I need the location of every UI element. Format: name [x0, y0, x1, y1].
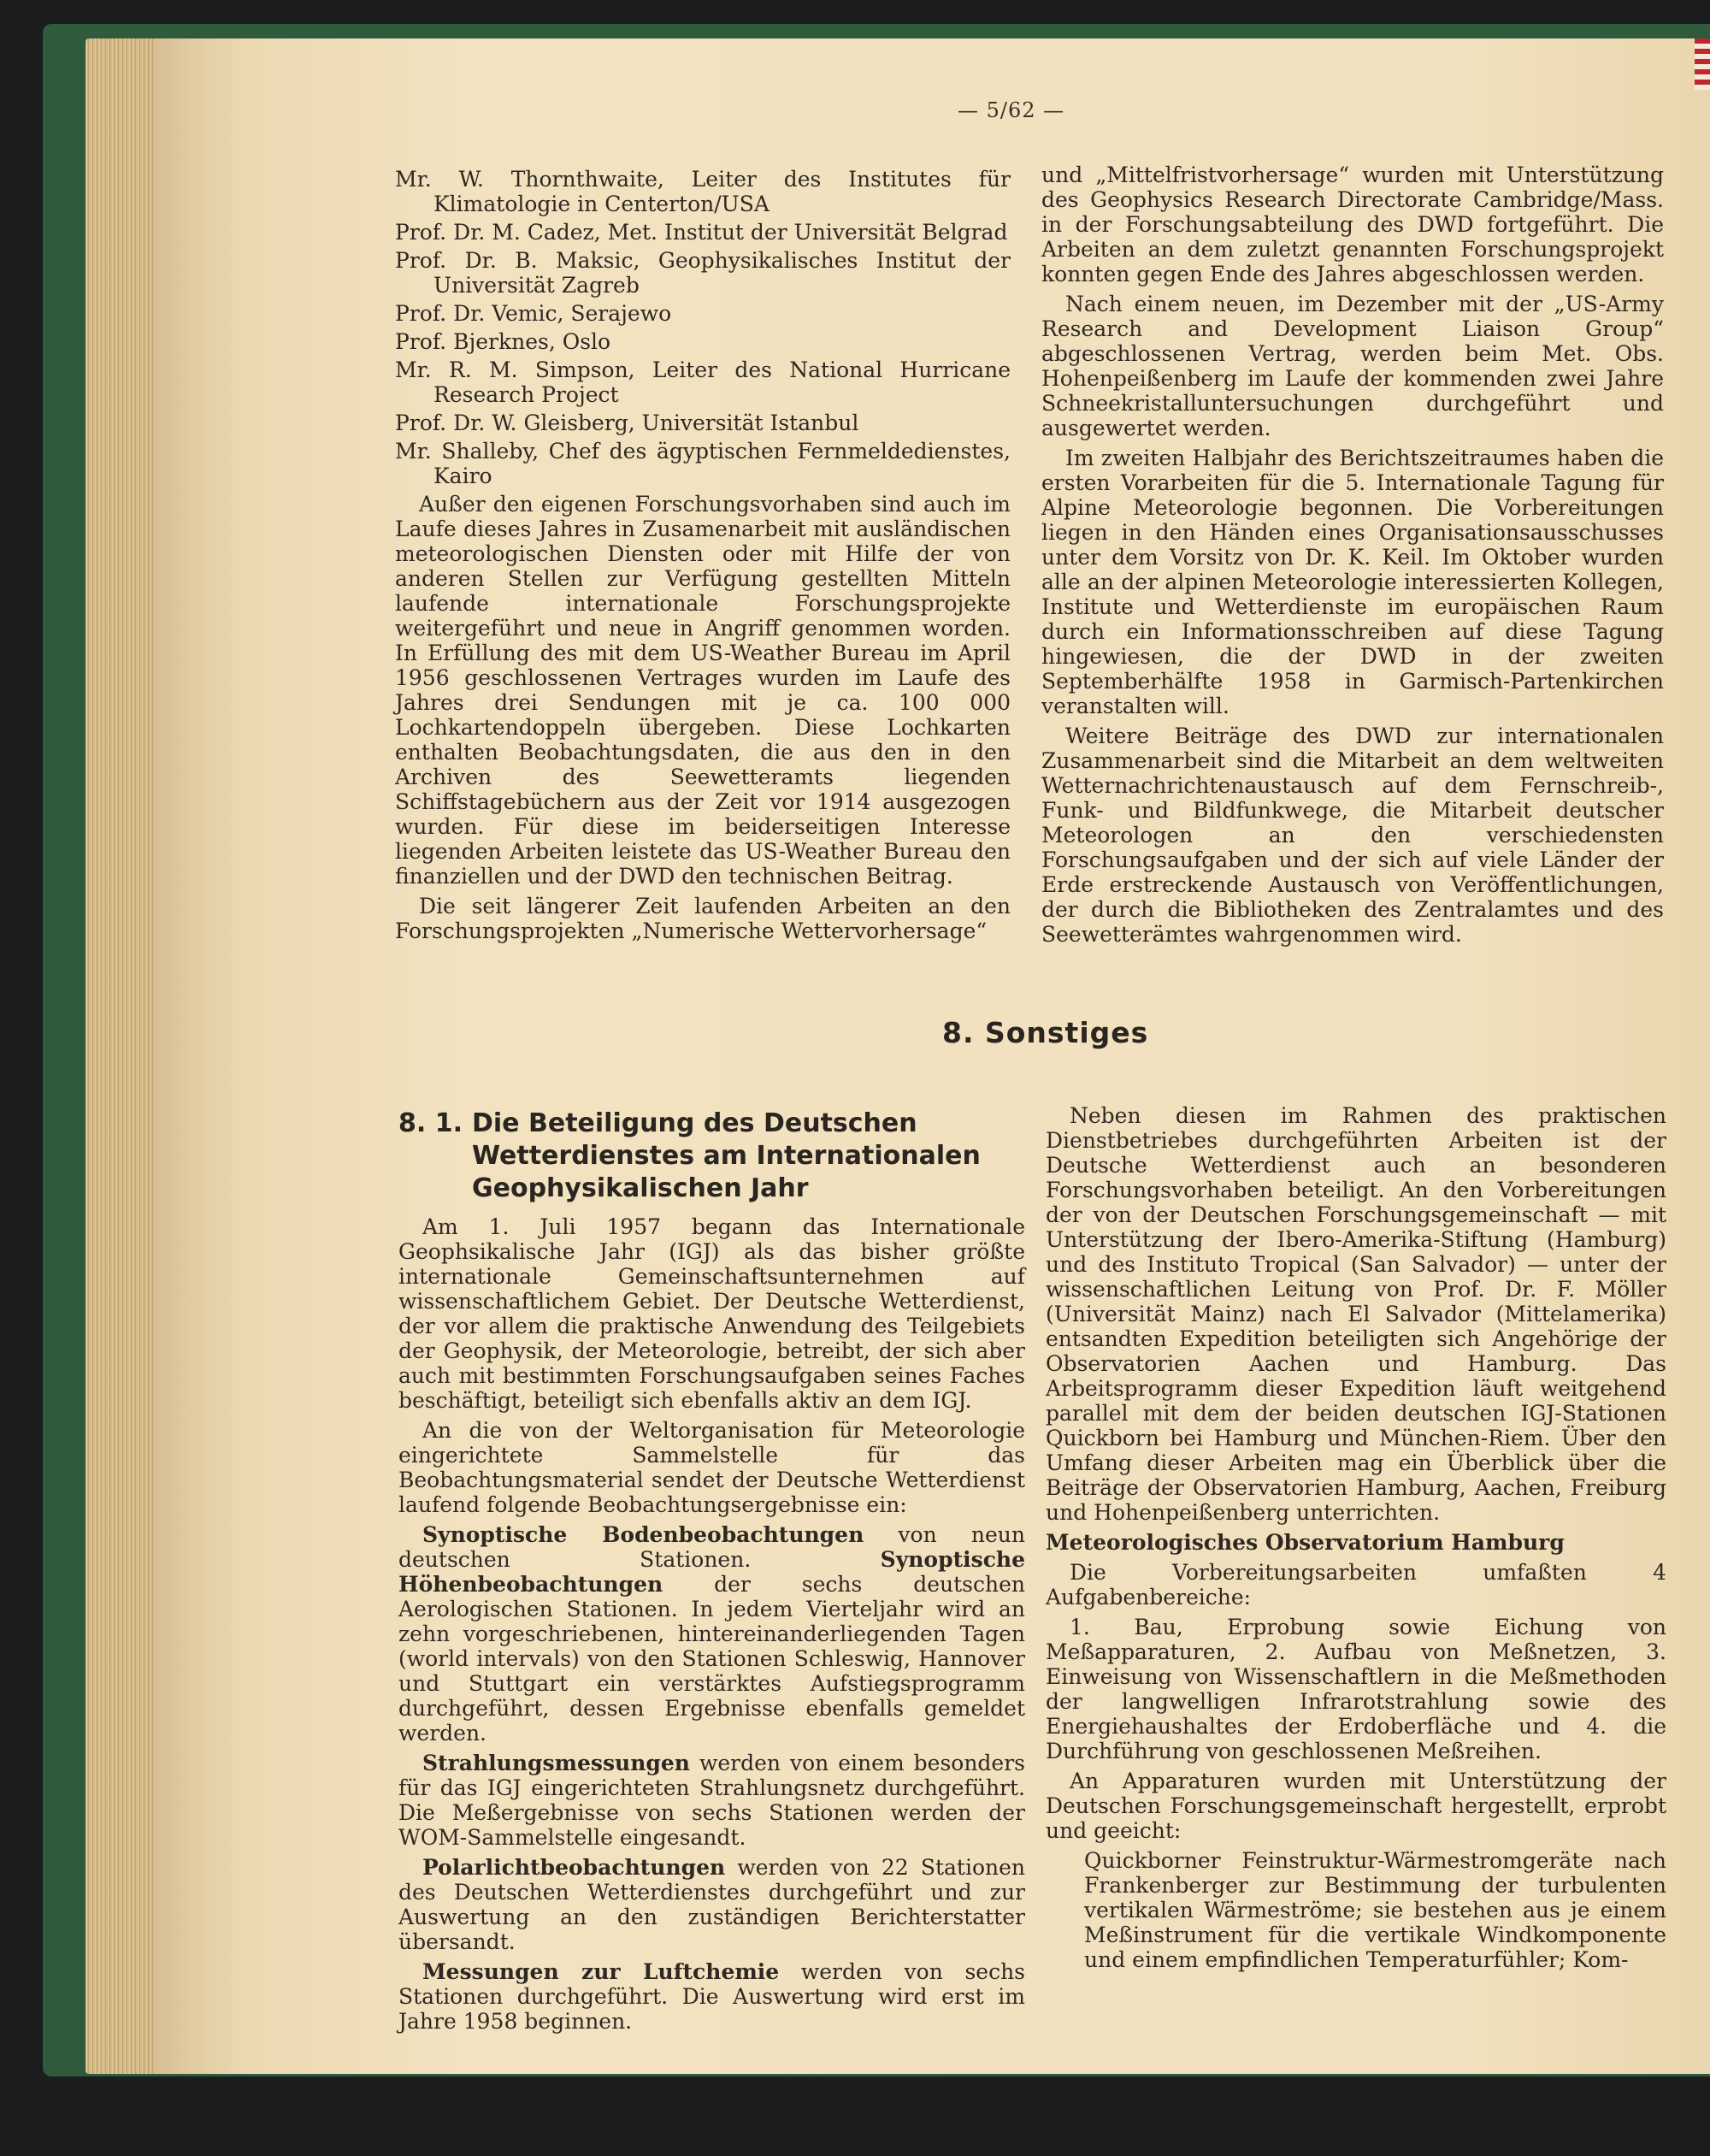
- paragraph: An Apparaturen wurden mit Unterstützung der Deutschen Forschungsgemeinschaft hergestellt, erprobt und geeicht:: [1046, 1769, 1666, 1843]
- list-item: Mr. Shalleby, Chef des ägyptischen Fernmeldedienstes, Kairo: [395, 439, 1011, 488]
- page-number: — 5/62 —: [958, 98, 1065, 122]
- paragraph: Nach einem neuen, im Dezember mit der „US-Army Research and Development Liaison Group“ abgeschlossenen Vertrag, werden beim Met. Obs. Hohenpeißenberg im Laufe der kommenden zwei Jahre Schneekristalluntersuchungen durchgeführt und ausgewertet werden.: [1041, 292, 1664, 440]
- run-in-heading: Strahlungsmessungen: [422, 1751, 690, 1775]
- subsection-title: Die Beteiligung des Deutschen Wetterdienstes am Internationalen Geophysikalischen Jahr: [472, 1108, 981, 1203]
- subsection-number: 8. 1.: [398, 1108, 463, 1138]
- paragraph: 1. Bau, Erprobung sowie Eichung von Meßapparaturen, 2. Aufbau von Meßnetzen, 3. Einweisung von Wissenschaftlern in die Meßmethoden der langwelligen Infrarotstrahlung sowie des Energiehaushaltes der Erdoberfläche und 4. die Durchführung von geschlossenen Meßreihen.: [1046, 1615, 1666, 1763]
- run-in-heading: Synoptische Bodenbeobachtungen: [422, 1522, 864, 1547]
- paragraph: und „Mittelfristvorhersage“ wurden mit Unterstützung des Geophysics Research Directorate Cambridge/Mass. in der Forschungsabteilung des DWD fortgeführt. Die Arbeiten an dem zuletzt genannten Forschungsprojekt konnten gegen Ende des Jahres abgeschlossen werden.: [1041, 162, 1664, 286]
- paragraph-text: werden von sechs Stationen durchgeführt. Die Auswertung wird erst im Jahre 1958 beginnen.: [398, 1959, 1026, 2034]
- paragraph: [398, 1959, 1025, 2034]
- run-in-heading: Messungen zur Luftchemie: [422, 1959, 780, 1984]
- observatory-heading: Meteorologisches Observatorium Hamburg: [1046, 1530, 1565, 1555]
- column-top-left: [395, 167, 1011, 948]
- paragraph: Quickborner Feinstruktur-Wärmestromgeräte nach Frankenberger zur Bestimmung der turbulenten vertikalen Wärmeströme; sie bestehen aus je einem Meßinstrument für die vertikale Windkomponente und einem empfindlichen Temperaturfühler; Kom-: [1084, 1848, 1666, 1972]
- column-bottom-left: [398, 1214, 1025, 2039]
- paragraph: Weitere Beiträge des DWD zur internationalen Zusammenarbeit sind die Mitarbeit an dem weltweiten Wetternachrichtenaustausch auf dem Fernschreib-, Funk- und Bildfunkwege, die Mitarbeit deutscher Meteorologen an den verschiedensten Forschungsaufgaben und der sich auf viele Länder der Erde erstreckende Austausch von Veröffentlichungen, der durch die Bibliotheken des Zentralamtes und des Seewetterämtes wahrgenommen wird.: [1041, 724, 1664, 947]
- list-item: Mr. R. M. Simpson, Leiter des National Hurricane Research Project: [395, 357, 1011, 407]
- section-heading: 8. Sonstiges: [942, 1016, 1149, 1049]
- paragraph: Neben diesen im Rahmen des praktischen Dienstbetriebes durchgeführten Arbeiten ist der Deutsche Wetterdienst auch an besonderen Forschungsvorhaben beteiligt. An den Vorbereitungen der von der Deutschen Forschungsgemeinschaft — mit Unterstützung der Ibero-Amerika-Stiftung (Hamburg) und des Instituto Tropical (San Salvador) — unter der wissenschaftlichen Leitung von Prof. Dr. F. Möller (Universität Mainz) nach El Salvador (Mittelamerika) entsandten Expedition beteiligten sich Angehörige der Observatorien Aachen und Hamburg. Das Arbeitsprogramm dieser Expedition läuft weitgehend parallel mit dem der beiden deutschen IGJ-Stationen Quickborn bei Hamburg und München-Riem. Über den Umfang dieser Arbeiten mag ein Überblick über die Beiträge der Observatorien Hamburg, Aachen, Freiburg und Hohenpeißenberg unterrichten.: [1046, 1103, 1666, 1525]
- paragraph: Am 1. Juli 1957 begann das Internationale Geophsikalische Jahr (IGJ) als das bisher größte internationale Gemeinschaftsunternehmen auf wissenschaftlichem Gebiet. Der Deutsche Wetterdienst, der vor allem die praktische Anwendung des Teilgebiets der Geophysik, der Meteorologie, betreibt, der sich aber auch mit bestimmten Forschungsaufgaben seines Faches beschäftigt, beteiligt sich ebenfalls aktiv an dem IGJ.: [398, 1214, 1025, 1413]
- paragraph: Außer den eigenen Forschungsvorhaben sind auch im Laufe dieses Jahres in Zusamenarbeit mit ausländischen meteorologischen Diensten oder mit Hilfe der von anderen Stellen zur Verfügung gestellten Mitteln laufende internationale Forschungsprojekte weitergeführt und neue in Angriff genommen worden. In Erfüllung des mit dem US-Weather Bureau im April 1956 geschlossenen Vertrages wurden im Laufe des Jahres drei Sendungen mit je ca. 100 000 Lochkartendoppeln übergeben. Diese Lochkarten enthalten Beobachtungsdaten, die aus den in den Archiven des Seewetteramts liegenden Schiffstagebüchern aus der Zeit vor 1914 ausgezogen wurden. Für diese im beiderseitigen Interesse liegenden Arbeiten leistete das US-Weather Bureau den finanziellen und der DWD den technischen Beitrag.: [395, 492, 1011, 889]
- paragraph: [398, 1751, 1025, 1850]
- list-item: Mr. W. Thornthwaite, Leiter des Institutes für Klimatologie in Centerton/USA: [395, 167, 1011, 216]
- column-bottom-right: [1046, 1103, 1666, 1977]
- column-top-right: [1041, 162, 1664, 952]
- list-item: Prof. Dr. W. Gleisberg, Universität Istanbul: [395, 411, 859, 435]
- paragraph: Im zweiten Halbjahr des Berichtszeitraumes haben die ersten Vorarbeiten für die 5. Internationale Tagung für Alpine Meteorologie begonnen. Die Vorbereitungen liegen in den Händen eines Organisationsausschusses unter dem Vorsitz von Dr. K. Keil. Im Oktober wurden alle an der alpinen Meteorologie interessierten Kollegen, Institute und Wetterdienste im europäischen Raum durch ein Informationsschreiben auf diese Tagung hingewiesen, die der DWD in der zweiten Septemberhälfte 1958 in Garmisch-Partenkirchen veranstalten will.: [1041, 446, 1664, 718]
- paragraph: Die Vorbereitungsarbeiten umfaßten 4 Aufgabenbereiche:: [1046, 1560, 1666, 1610]
- run-in-heading: Polarlichtbeobachtungen: [422, 1855, 726, 1880]
- list-item: Prof. Dr. B. Maksic, Geophysikalisches Institut der Universität Zagreb: [395, 248, 1011, 298]
- list-item: Prof. Dr. M. Cadez, Met. Institut der Universität Belgrad: [395, 220, 1008, 245]
- paragraph-text: der sechs deutschen Aerologischen Stationen. In jedem Vierteljahr wird an zehn vorgeschriebenen, hintereinanderliegenden Tagen (world intervals) von den Stationen Schleswig, Hannover und Stuttgart ein verstärktes Aufstiegsprogramm durchgeführt, dessen Ergebnisse ebenfalls gemeldet werden.: [398, 1572, 1025, 1745]
- paragraph: Die seit längerer Zeit laufenden Arbeiten an den Forschungsprojekten „Numerische Wettervorhersage“: [395, 894, 1011, 943]
- paragraph: An die von der Weltorganisation für Meteorologie eingerichtete Sammelstelle für das Beobachtungsmaterial sendet der Deutsche Wetterdienst laufend folgende Beobachtungsergebnisse ein:: [398, 1418, 1025, 1517]
- list-item: Prof. Dr. Vemic, Serajewo: [395, 301, 672, 326]
- list-item: Prof. Bjerknes, Oslo: [395, 329, 611, 354]
- subsection-heading: [398, 1108, 1026, 1205]
- color-calibration-strip: [1695, 38, 1710, 90]
- paragraph: [398, 1522, 1025, 1745]
- paragraph-text: werden von 22 Stationen des Deutschen Wetterdienstes durchgeführt und zur Auswertung an den zuständigen Berichterstatter übersandt.: [398, 1855, 1025, 1954]
- paragraph: [398, 1855, 1025, 1954]
- paragraph-text: von neun deutschen Stationen.: [398, 1522, 1025, 1572]
- paragraph-text: werden von einem besonders für das IGJ eingerichteten Strahlungsnetz durchgeführt. Die Meßergebnisse von sechs Stationen werden der WOM-Sammelstelle eingesandt.: [398, 1751, 1025, 1850]
- run-in-heading: Synoptische Höhenbeobachtungen: [398, 1547, 1025, 1597]
